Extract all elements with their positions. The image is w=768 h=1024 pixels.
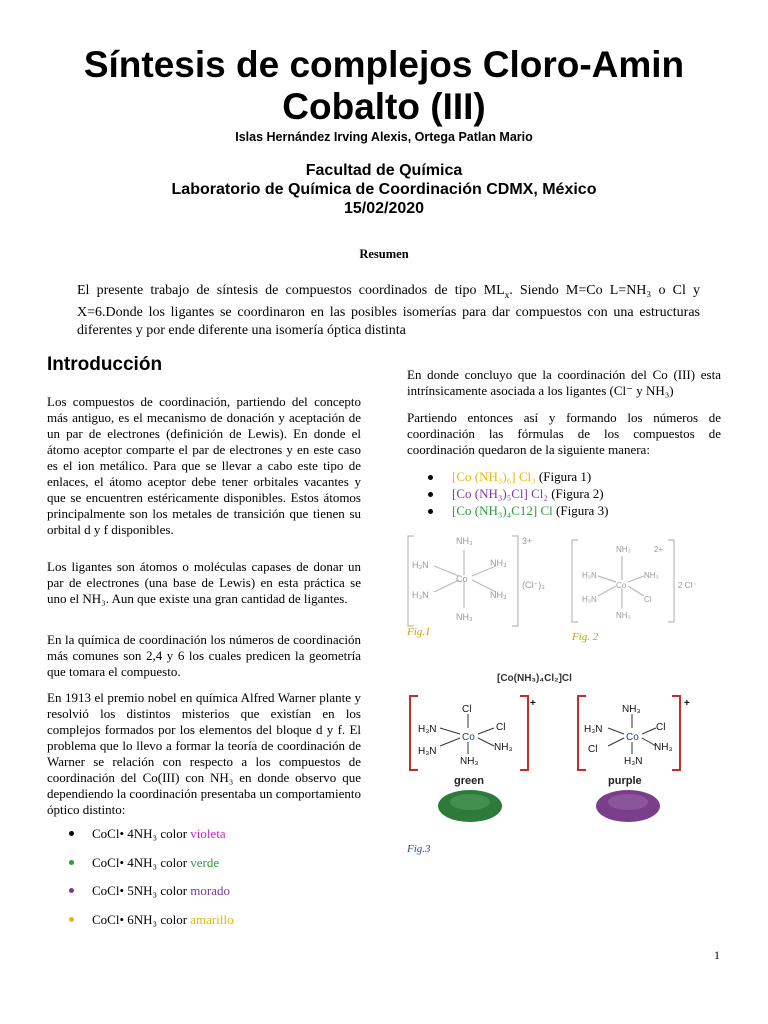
- bullet-dot: [428, 509, 433, 514]
- date: 15/02/2020: [343, 200, 425, 217]
- affiliation: [0, 161, 768, 218]
- fig3-right-metal: Co: [626, 732, 639, 743]
- right-paragraph-1: En donde concluyo que la coordinación del Co (III) esta intrínsicamente asociada a los ligantes (Cl⁻ y NH₃): [407, 367, 721, 398]
- fig3-left-metal: Co: [462, 732, 475, 743]
- bullet-dot: [69, 888, 74, 893]
- figure-3-header: [Co(NH₃)₄Cl₂]Cl: [497, 673, 572, 684]
- fig3-left-charge: +: [530, 698, 536, 709]
- list-item: CoCl• 6NH₃ color amarillo: [92, 912, 234, 927]
- fig3-left-ligand-left-top: H₃N: [418, 724, 437, 735]
- intro-paragraph-3: En la química de coordinación los números de coordinación más comunes son 2,4 y 6 los cuales predicen la geometría que tomara el compuesto.: [47, 632, 361, 679]
- fig1-ligand-right-bottom: NH₃: [490, 590, 507, 600]
- purple-powder-highlight: [608, 794, 648, 810]
- fig3-right-ligand-bottom: H₃N: [624, 756, 643, 767]
- fig1-counter-ion: (Cl⁻)₃: [522, 580, 545, 590]
- abstract-text-b: . Siendo M=Co L=NH₃ o Cl y X=6.Donde los ligantes se coordinaron en las posibles isomerías para dar compuestos con una estructuras diferentes y por ende diferente una isomería óptica distinta: [77, 283, 700, 338]
- abstract-heading: Resumen: [359, 247, 409, 261]
- laboratory: Laboratorio de Química de Coordinación CDMX, México: [171, 181, 597, 198]
- fig3-purple-label: purple: [608, 775, 642, 787]
- page-number: 1: [714, 948, 720, 962]
- title-line-2: Cobalto (III): [282, 86, 486, 127]
- bullet-dot: [69, 917, 74, 922]
- title-line-1: Síntesis de complejos Cloro-Amin: [83, 44, 685, 85]
- fig3-right-ligand-top: NH₃: [622, 704, 641, 715]
- abstract-text-a: El presente trabajo de síntesis de compuestos coordinados de tipo ML: [77, 283, 505, 298]
- fig3-left-ligand-bottom: NH₃: [460, 756, 479, 767]
- list-item: CoCl• 5NH₃ color morado: [92, 883, 230, 898]
- fig2-ligand-left-bottom: H₃N: [582, 595, 597, 604]
- fig3-right-ligand-right-top: Cl: [656, 722, 666, 733]
- fig2-ligand-top: NH₃: [616, 545, 631, 554]
- figure-2-caption: Fig. 2: [572, 631, 599, 643]
- abstract-subscript: x: [504, 289, 510, 300]
- fig3-right-ligand-right-bottom: NH₃: [654, 742, 673, 753]
- faculty: Facultad de Química: [305, 162, 463, 179]
- list-item: CoCl• 4NH₃ color violeta: [92, 826, 226, 841]
- fig2-ligand-bottom: NH₃: [616, 611, 631, 620]
- fig2-ligand-right-bottom: Cl: [644, 595, 652, 604]
- fig1-metal: Co: [456, 574, 468, 584]
- figure-1-structure: [404, 530, 564, 630]
- fig2-metal: Co: [616, 581, 627, 590]
- fig2-charge: 2+: [654, 545, 664, 554]
- fig1-ligand-left-top: H₃N: [412, 560, 429, 570]
- fig3-left-ligand-right-bottom: NH₃: [494, 742, 513, 753]
- intro-paragraph-4: En 1913 el premio nobel en química Alfred Warner plante y resolvió los distintos misterios que existían en los complejos formados por los elementos del bloque d y f. El problema que lo llevo a formar la teoría de coordinación de Warner se relación con respecto a los compuestos de coordinación del Co(III) con NH₃ en donde observo que dependiendo la coordinación presentaba un comportamiento óptico distinto:: [47, 690, 361, 817]
- fig1-ligand-bottom: NH₃: [456, 612, 473, 622]
- color-word: amarillo: [190, 912, 234, 927]
- abstract-text: [77, 282, 700, 340]
- fig3-right-charge: +: [684, 698, 690, 709]
- fig3-left-ligand-top: Cl: [462, 704, 472, 715]
- figure-1-caption: Fig.1: [407, 626, 431, 638]
- authors: Islas Hernández Irving Alexis, Ortega Patlan Mario: [235, 130, 533, 144]
- list-item: CoCl• 4NH₃ color verde: [92, 855, 220, 870]
- bullet-dot: [69, 860, 74, 865]
- figure-3-structures: [404, 692, 704, 828]
- fig2-ligand-left-top: H₃N: [582, 571, 597, 580]
- intro-paragraph-1: Los compuestos de coordinación, partiendo del concepto más antiguo, es el mecanismo de donación y aceptación de un par de electrones (definición de Lewis). En donde el átomo aceptor comparte el par de electrones y en este caso es el ion metálico. Para que se llevar a cabo este tipo de enlaces, el átomo aceptor debe tener orbitales vacantes y que se encuentren estéricamente disponibles. Estos átomos principalmente son los metales de transición que tienen su orbital d y f disponibles.: [47, 394, 361, 537]
- fig1-ligand-top: NH₃: [456, 536, 473, 546]
- figure-3-caption: Fig.3: [407, 843, 431, 855]
- fig1-charge: 3+: [522, 536, 533, 546]
- fig3-right-ligand-left-bottom: Cl: [588, 744, 598, 755]
- fig3-left-ligand-left-bottom: H₃N: [418, 746, 437, 757]
- color-word: violeta: [190, 826, 226, 841]
- formula-item: [Co (NH₃)₄C12] Cl (Figura 3): [452, 503, 609, 518]
- intro-paragraph-2: Los ligantes son átomos o moléculas capases de donar un par de electrones (una base de Lewis) en esta práctica se uno el NH₃. Aun que existe una gran cantidad de ligantes.: [47, 559, 361, 606]
- bullet-dot: [69, 831, 74, 836]
- figure-2-structure: [568, 536, 708, 628]
- color-word: morado: [190, 883, 230, 898]
- bullet-dot: [428, 492, 433, 497]
- fig3-right-ligand-left-top: H₃N: [584, 724, 603, 735]
- intro-heading: Introducción: [47, 354, 163, 375]
- fig2-counter-ion: 2 Cl⁻: [678, 581, 697, 590]
- formula-item: [Co (NH₃)₆] Cl₃ (Figura 1): [452, 469, 592, 484]
- fig2-ligand-right-top: NH₃: [644, 571, 659, 580]
- color-word: verde: [190, 855, 220, 870]
- fig1-ligand-right-top: NH₃: [490, 558, 507, 568]
- formula-item: [Co (NH₃)₅Cl] Cl₂ (Figura 2): [452, 486, 604, 501]
- green-powder-highlight: [450, 794, 490, 810]
- right-paragraph-2: Partiendo entonces así y formando los números de coordinación las fórmulas de los compuestos de coordinación quedaron de la siguiente manera:: [407, 410, 721, 457]
- paper-title: [0, 44, 768, 128]
- fig1-ligand-left-bottom: H₃N: [412, 590, 429, 600]
- bullet-dot: [428, 475, 433, 480]
- fig3-left-ligand-right-top: Cl: [496, 722, 506, 733]
- fig3-green-label: green: [454, 775, 484, 787]
